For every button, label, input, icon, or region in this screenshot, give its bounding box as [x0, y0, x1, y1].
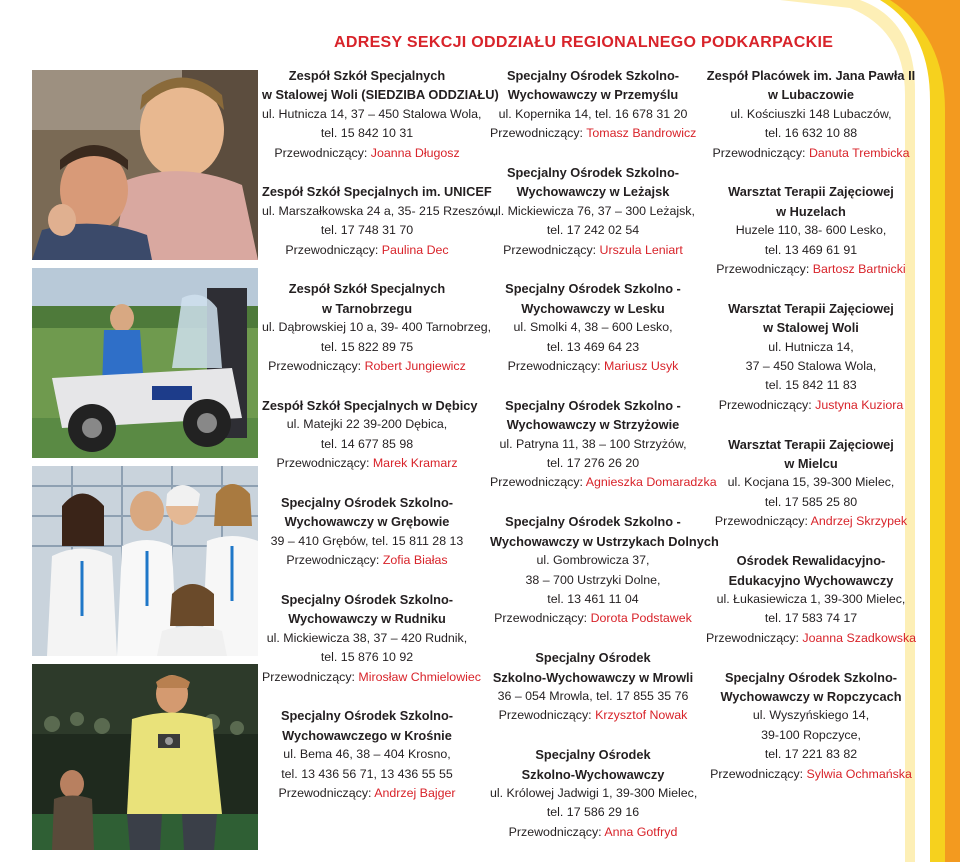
chair-person: Zofia Białas [382, 553, 448, 568]
entry-chair [490, 124, 696, 143]
address-column-3 [706, 66, 916, 803]
entry-name: Zespół Szkół Specjalnych [288, 68, 446, 83]
entry-address: ul. Bema 46, 38 – 404 Krosno, [283, 747, 451, 762]
entry-phone: tel. 13 436 56 71, 13 436 55 55 [281, 766, 453, 781]
entry-phone: tel. 15 822 89 75 [320, 339, 414, 354]
entry-chair [706, 765, 916, 784]
address-column-2 [490, 66, 719, 862]
entry-address: 39-100 Ropczyce, [761, 727, 861, 742]
entry-name: Wychowawczy w Lesku [521, 300, 665, 316]
chair-person: Danuta Trembicka [808, 145, 910, 160]
chair-person: Marek Kramarz [372, 456, 458, 471]
entry-chair [262, 357, 472, 376]
chair-person: Robert Jungiewicz [364, 359, 466, 374]
entry-address: ul. Patryna 11, 38 – 100 Strzyżów, [499, 436, 687, 451]
section-entry [706, 668, 916, 784]
entry-name: Wychowawczy w Strzyżowie [506, 417, 680, 433]
entry-address: ul. Królowej Jadwigi 1, 39-300 Mielec, [490, 785, 698, 800]
entry-name: Szkolno-Wychowawczy w Mrowli [492, 669, 694, 685]
chair-person: Mirosław Chmielowiec [358, 669, 481, 684]
chair-person: Paulina Dec [381, 242, 449, 257]
entry-name: w Tarnobrzegu [321, 300, 413, 316]
entry-name: Specjalny Ośrodek Szkolno- [280, 591, 454, 607]
entry-phone: tel. 15 876 10 92 [320, 650, 414, 665]
entry-address: ul. Marszałkowska 24 a, 35- 215 Rzeszów, [262, 203, 497, 218]
section-entry [706, 182, 916, 279]
entry-address: 36 – 054 Mrowla, tel. 17 855 35 76 [497, 688, 689, 703]
chair-person: Joanna Szadkowska [802, 630, 917, 645]
entry-name: Specjalny Ośrodek Szkolno- [506, 68, 680, 83]
chair-person: Urszula Leniart [599, 242, 683, 257]
chair-person: Krzysztof Nowak [595, 708, 688, 723]
chair-label: Przewodniczący: [503, 242, 600, 257]
entry-name: w Stalowej Woli [763, 320, 859, 336]
entry-address: ul. Smolki 4, 38 – 600 Lesko, [513, 320, 673, 335]
section-entry [262, 706, 472, 803]
entry-chair [706, 512, 916, 531]
entry-phone: tel. 15 842 10 31 [320, 126, 414, 141]
entry-address: ul. Hutnicza 14, 37 – 450 Stalowa Wola, [262, 106, 482, 121]
entry-address: ul. Gombrowicza 37, [536, 553, 650, 568]
chair-label: Przewodniczący: [490, 126, 587, 141]
entry-name: Zespół Szkół Specjalnych [288, 281, 446, 297]
entry-name: Warsztat Terapii Zajęciowej [728, 300, 894, 316]
chair-label: Przewodniczący: [714, 514, 811, 529]
section-entry [262, 182, 497, 260]
entry-phone: tel. 17 276 26 20 [546, 456, 640, 471]
entry-address: ul. Kościuszki 148 Lubaczów, [730, 106, 892, 121]
entry-name: Ośrodek Rewalidacyjno- [736, 553, 886, 569]
address-column-1 [262, 66, 499, 823]
entry-chair [706, 144, 916, 163]
chair-label: Przewodniczący: [490, 475, 586, 490]
entry-name: Specjalny Ośrodek Szkolno - [505, 397, 681, 413]
chair-label: Przewodniczący: [710, 766, 807, 781]
entry-phone: tel. 13 461 11 04 [547, 591, 639, 606]
chair-label: Przewodniczący: [712, 145, 809, 160]
entry-chair [262, 454, 472, 473]
entry-chair [706, 260, 916, 279]
entry-phone: tel. 17 748 31 70 [320, 223, 414, 238]
entry-address: 38 – 700 Ustrzyki Dolne, [525, 572, 661, 587]
entry-name: Specjalny Ośrodek Szkolno - [505, 514, 681, 530]
entry-name: Wychowawczy w Ustrzykach Dolnych [490, 533, 719, 549]
chair-person: Mariusz Usyk [604, 359, 679, 374]
chair-person: Dorota Podstawek [590, 611, 692, 626]
entry-chair [706, 629, 916, 648]
entry-phone: tel. 17 585 25 80 [764, 494, 858, 509]
entry-address: ul. Łukasiewicza 1, 39-300 Mielec, [716, 591, 906, 606]
entry-name: Specjalny Ośrodek Szkolno- [506, 165, 680, 181]
section-entry [706, 435, 916, 532]
chair-label: Przewodniczący: [278, 785, 375, 800]
entry-address: 39 – 410 Grębów, tel. 15 811 28 13 [270, 533, 464, 548]
section-entry [262, 279, 492, 376]
section-entry [490, 512, 719, 628]
photo-girls-group [32, 466, 258, 656]
entry-address: ul. Dąbrowskiej 10 a, 39- 400 Tarnobrzeg, [262, 320, 492, 335]
chair-label: Przewodniczący: [507, 359, 605, 374]
entry-name: Specjalny Ośrodek Szkolno - [505, 281, 681, 297]
entry-phone: tel. 17 586 29 16 [546, 805, 640, 820]
chair-label: Przewodniczący: [286, 553, 383, 568]
entry-chair [490, 706, 696, 725]
entry-name: w Stalowej Woli (SIEDZIBA ODDZIAŁU) [262, 87, 499, 103]
entry-chair [490, 357, 696, 376]
chair-label: Przewodniczący: [498, 708, 596, 723]
section-entry [262, 493, 472, 571]
entry-address: ul. Mickiewicza 76, 37 – 300 Leżajsk, [491, 203, 695, 218]
entry-phone: tel. 17 242 02 54 [546, 223, 640, 238]
entry-chair [706, 396, 916, 415]
entry-chair [490, 609, 696, 628]
chair-person: Sylwia Ochmańska [806, 766, 912, 781]
chair-label: Przewodniczący: [494, 611, 591, 626]
entry-chair [262, 668, 481, 687]
entry-name: Zespół Placówek im. Jana Pawła II [706, 68, 916, 83]
section-entry [490, 648, 696, 726]
chair-label: Przewodniczący: [268, 359, 365, 374]
photo-motorcycle [32, 268, 258, 458]
chair-label: Przewodniczący: [276, 456, 373, 471]
entry-name: Specjalny Ośrodek Szkolno- [280, 708, 454, 724]
section-entry [706, 299, 916, 415]
chair-label: Przewodniczący: [716, 262, 813, 277]
chair-person: Tomasz Bandrowicz [586, 126, 697, 141]
entry-name: Specjalny Ośrodek [535, 747, 651, 763]
entry-address: 37 – 450 Stalowa Wola, [745, 359, 877, 374]
chair-person: Agnieszka Domaradzka [585, 475, 717, 490]
section-entry [490, 163, 696, 260]
entry-name: w Lubaczowie [767, 87, 855, 103]
section-entry [490, 66, 696, 144]
section-entry [262, 590, 481, 687]
chair-person: Bartosz Bartnicki [812, 262, 906, 277]
chair-label: Przewodniczący: [285, 242, 382, 257]
entry-name: Specjalny Ośrodek Szkolno- [724, 669, 898, 685]
chair-person: Andrzej Bajger [374, 785, 456, 800]
entry-chair [490, 823, 696, 842]
chair-label: Przewodniczący: [706, 630, 803, 645]
entry-phone: tel. 16 632 10 88 [764, 126, 858, 141]
entry-name: Wychowawczy w Leżajsk [516, 184, 670, 200]
entry-address: ul. Kopernika 14, tel. 16 678 31 20 [498, 106, 688, 121]
chair-person: Justyna Kuziora [815, 397, 904, 412]
entry-address: Huzele 110, 38- 600 Lesko, [735, 223, 887, 238]
entry-name: w Mielcu [784, 456, 838, 472]
section-entry [490, 745, 696, 842]
entry-name: Warsztat Terapii Zajęciowej [728, 184, 894, 200]
entry-phone: tel. 17 221 83 82 [764, 747, 858, 762]
entry-name: Zespół Szkół Specjalnych im. UNICEF [262, 184, 492, 200]
section-entry [262, 66, 499, 163]
entry-chair [262, 551, 472, 570]
section-entry [490, 396, 717, 493]
entry-phone: tel. 13 469 61 91 [764, 242, 858, 257]
entry-chair [262, 241, 472, 260]
entry-phone: tel. 14 677 85 98 [320, 436, 414, 451]
entry-name: Wychowawczy w Przemyślu [507, 87, 679, 103]
entry-address: ul. Hutnicza 14, [768, 339, 854, 354]
entry-phone: tel. 17 583 74 17 [764, 611, 858, 626]
entry-name: w Huzelach [776, 203, 846, 219]
entry-name: Wychowawczy w Rudniku [288, 611, 446, 627]
entry-chair [490, 473, 717, 492]
entry-name: Zespół Szkół Specjalnych w Dębicy [262, 397, 478, 413]
entry-chair [262, 784, 472, 803]
section-entry [706, 551, 916, 648]
entry-address: ul. Matejki 22 39-200 Dębica, [286, 417, 448, 432]
entry-name: Wychowawczy w Ropczycach [720, 688, 902, 704]
section-entry [262, 396, 478, 474]
entry-chair [262, 144, 472, 163]
photo-man-camera [32, 664, 258, 850]
entry-address: ul. Kocjana 15, 39-300 Mielec, [727, 475, 895, 490]
chair-label: Przewodniczący: [718, 397, 816, 412]
entry-phone: tel. 15 842 11 83 [765, 378, 857, 393]
chair-person: Anna Gotfryd [604, 824, 678, 839]
entry-name: Wychowawczy w Grębowie [284, 514, 450, 530]
entry-name: Wychowawczego w Krośnie [282, 727, 452, 743]
entry-name: Specjalny Ośrodek [535, 650, 651, 666]
chair-label: Przewodniczący: [262, 669, 359, 684]
section-entry [706, 66, 916, 163]
page-title: ADRESY SEKCJI ODDZIAŁU REGIONALNEGO PODKARPACKIE [334, 34, 834, 51]
chair-label: Przewodniczący: [508, 824, 605, 839]
chair-person: Andrzej Skrzypek [810, 514, 908, 529]
entry-name: Szkolno-Wychowawczy [521, 766, 665, 782]
entry-phone: tel. 13 469 64 23 [546, 339, 640, 354]
entry-name: Specjalny Ośrodek Szkolno- [280, 494, 454, 510]
entry-name: Warsztat Terapii Zajęciowej [728, 436, 894, 452]
chair-person: Joanna Długosz [370, 145, 460, 160]
chair-label: Przewodniczący: [274, 145, 371, 160]
entry-name: Edukacyjno Wychowawczy [728, 572, 894, 588]
entry-address: ul. Wyszyńskiego 14, [752, 708, 870, 723]
entry-chair [490, 241, 696, 260]
entry-address: ul. Mickiewicza 38, 37 – 420 Rudnik, [266, 630, 468, 645]
photo-young-men [32, 70, 258, 260]
section-entry [490, 279, 696, 376]
